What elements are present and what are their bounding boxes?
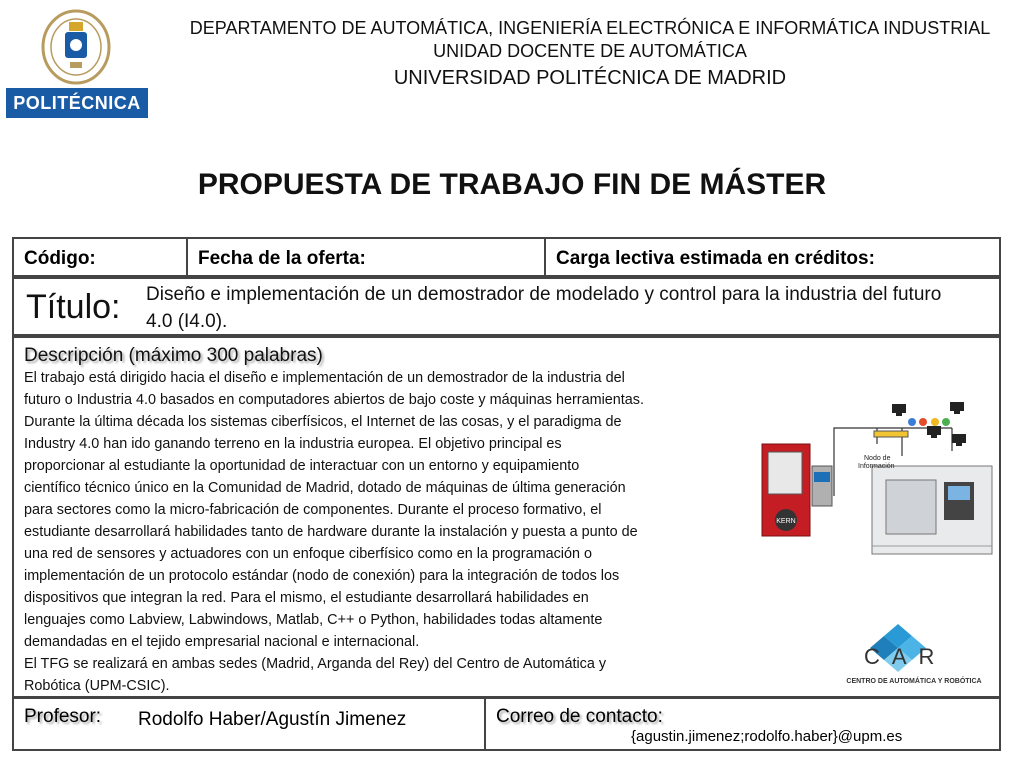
titulo-section bbox=[12, 277, 1001, 336]
politecnica-logo: POLITÉCNICA bbox=[6, 88, 148, 118]
correo-label: Correo de contacto: bbox=[496, 706, 663, 727]
carga-label: Carga lectiva estimada en créditos: bbox=[556, 248, 875, 269]
codigo-label: Código: bbox=[24, 248, 96, 269]
carga-field bbox=[544, 237, 1001, 277]
car-logo bbox=[834, 618, 994, 694]
svg-text:Nodo de Información bbox=[858, 455, 895, 470]
svg-text:KERN: KERN bbox=[776, 518, 796, 525]
university-name: UNIVERSIDAD POLITÉCNICA DE MADRID bbox=[393, 67, 787, 89]
node-label-line1: Nodo de bbox=[864, 455, 891, 462]
fecha-label: Fecha de la oferta: bbox=[198, 248, 366, 269]
correo-value[interactable]: {agustin.jimenez;rodolfo.haber}@upm.es bbox=[631, 728, 903, 745]
fecha-field bbox=[186, 237, 546, 277]
descripcion-section bbox=[12, 336, 1001, 698]
car-caption: CENTRO DE AUTOMÁTICA Y ROBÓTICA bbox=[846, 678, 982, 685]
profesor-label: Profesor: bbox=[24, 706, 102, 727]
car-letters: CAR bbox=[864, 644, 947, 669]
codigo-field bbox=[12, 237, 188, 277]
upm-seal-icon bbox=[40, 8, 112, 86]
descripcion-label: Descripción (máximo 300 palabras) bbox=[24, 345, 323, 366]
descripcion-body: El trabajo está dirigido hacia el diseño e implementación de un demostrador de la industria del futuro o Industria 4.0 basados en computadores abiertos de bajo coste y máquinas herramientas. Durante la última década los sistemas ciberfísicos, el Internet de las cosas, y el paradigma de Industry 4.0 han ido ganando terreno en la industria europea. El objetivo principal es proporcionar al estudiante la oportunidad de interactuar con un entorno y equipamiento científico técnico único en la Comunidad de Madrid, dotado de máquinas de última generación para sectores como la micro-fabricación de componentes. Durante el proceso formativo, el estudiante desarrollará habilidades tanto de hardware durante la instalación y puesta a punto de una red de sensores y actuadores con un enfoque ciberfísico como en la programación o implementación de un protocolo estándar (nodo de conexión) para la integración de todos los dispositivos que integran la red. Para el mismo, el estudiante desarrollará habilidades en lenguajes como Labview, Labwindows, Matlab, C++ o Python, habilidades todas altamente demandadas en el tejido empresarial nacional e internacional. El TFG se realizará en ambas sedes (Madrid, Arganda del Rey) del Centro de Automática y Robótica (UPM-CSIC). bbox=[24, 370, 644, 694]
industry-diagram bbox=[752, 396, 998, 561]
department-name: DEPARTAMENTO DE AUTOMÁTICA, INGENIERÍA ELECTRÓNICA E INFORMÁTICA INDUSTRIAL bbox=[189, 18, 991, 38]
titulo-label: Título: bbox=[26, 288, 121, 326]
page-title: PROPUESTA DE TRABAJO FIN DE MÁSTER bbox=[197, 168, 827, 201]
profesor-value: Rodolfo Haber/Agustín Jimenez bbox=[138, 709, 407, 730]
unit-name: UNIDAD DOCENTE DE AUTOMÁTICA bbox=[433, 41, 747, 61]
correo-section bbox=[484, 697, 1001, 751]
node-label-line2: Información bbox=[858, 463, 895, 470]
profesor-section bbox=[12, 697, 486, 751]
titulo-text: Diseño e implementación de un demostrador de modelado y control para la industria del futuro 4.0 (I4.0). bbox=[146, 284, 942, 332]
department-header bbox=[170, 17, 1010, 90]
